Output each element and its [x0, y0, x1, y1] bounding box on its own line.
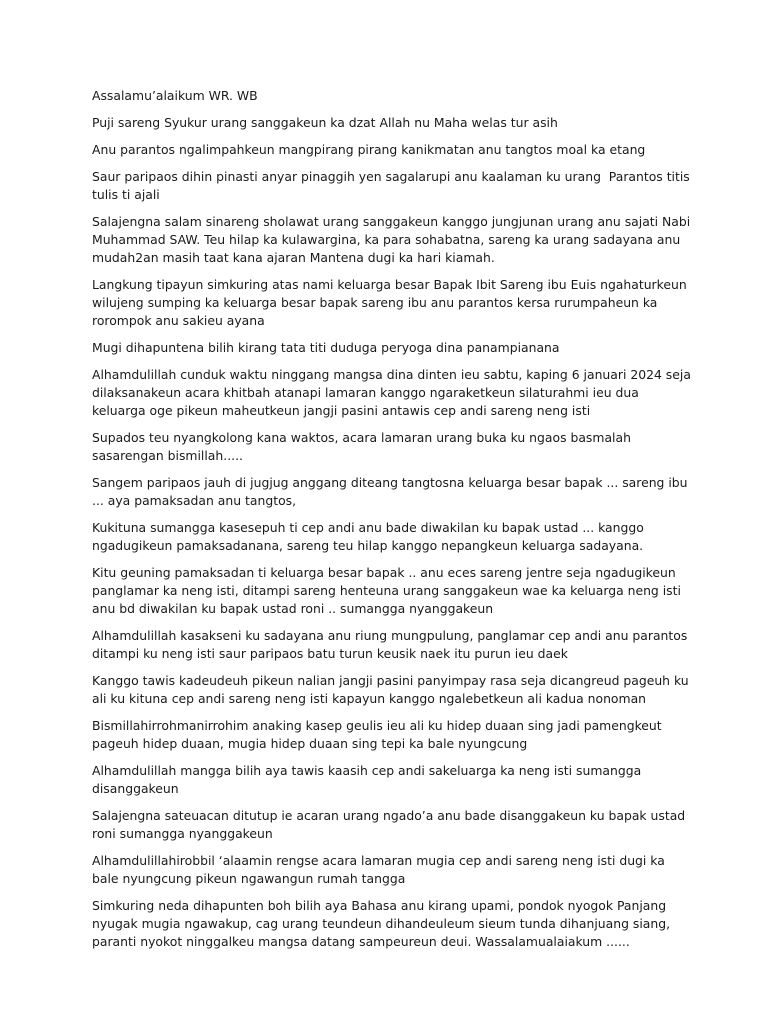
body-paragraph: Sangem paripaos jauh di jugjug anggang diteang tangtosna keluarga besar bapak ... sareng ibu ... aya pamaksadan anu tangtos, — [92, 475, 692, 508]
body-paragraph: Kukituna sumangga kasesepuh ti cep andi anu bade diwakilan ku bapak ustad ... kanggo ngadugikeun pamaksadanana, sareng teu hilap kanggo nepangkeun keluarga sadayana. — [92, 520, 648, 553]
body-paragraph: Langkung tipayun simkuring atas nami keluarga besar Bapak Ibit Sareng ibu Euis ngahaturkeun wilujeng sumping ka keluarga besar bapak sareng ibu anu parantos kersa rurumpaheun ka rorompok anu sakieu ayana — [92, 277, 691, 328]
body-paragraph: Alhamdulillah cunduk waktu ninggang mangsa dina dinten ieu sabtu, kaping 6 januari 2024 seja dilaksanakeun acara khitbah atanapi lamaran kanggo ngaraketkeun silaturahmi ieu dua keluarga oge pikeun maheutkeun jangji pasini antawis cep andi sareng neng isti — [92, 367, 695, 418]
closing-paragraph: Simkuring neda dihapunten boh bilih aya Bahasa anu kirang upami, pondok nyogok Panjang nyugak mugia ngawakup, cag urang teundeun dihandeuleum sieum tunda dihanjuang siang, paranti nyokot ninggalkeu mangsa datang sampeureun deui. Wassalamualaiakum ...... — [92, 898, 674, 949]
body-paragraph: Salajengna sateuacan ditutup ie acaran urang ngado’a anu bade disanggakeun ku bapak ustad roni sumangga nyanggakeun — [92, 808, 690, 841]
body-paragraph: Kitu geuning pamaksadan ti keluarga besar bapak .. anu eces sareng jentre seja ngadugikeun panglamar ka neng isti, ditampi sareng henteuna urang sanggakeun wae ka keluarga neng isti anu bd diwakilan ku bapak ustad roni .. sumangga nyanggakeun — [92, 565, 685, 616]
body-paragraph: Saur paripaos dihin pinasti anyar pinaggih yen sagalarupi anu kaalaman ku urang Parantos titis tulis ti ajali — [92, 169, 694, 202]
body-paragraph: Mugi dihapuntena bilih kirang tata titi duduga peryoga dina panampianana — [92, 340, 560, 355]
body-paragraph: Salajengna salam sinareng sholawat urang sanggakeun kanggo jungjunan urang anu sajati Nabi Muhammad SAW. Teu hilap ka kulawargina, ka para sohabatna, sareng ka urang sadayana anu mudah2an masih taat kana ajaran Mantena dugi ka hari kiamah. — [92, 214, 695, 265]
greeting-paragraph: Assalamu’alaikum WR. WB — [92, 88, 258, 103]
body-paragraph: Bismillahirrohmanirrohim anaking kasep geulis ieu ali ku hidep duaan sing jadi pamengkeut pageuh hidep duaan, mugia hidep duaan sing tepi ka bale nyungcung — [92, 718, 666, 751]
body-paragraph: Puji sareng Syukur urang sanggakeun ka dzat Allah nu Maha welas tur asih — [92, 115, 558, 130]
document-body — [92, 87, 695, 960]
body-paragraph: Alhamdulillah mangga bilih aya tawis kaasih cep andi sakeluarga ka neng isti sumangga disanggakeun — [92, 763, 646, 796]
body-paragraph: Alhamdulillah kasakseni ku sadayana anu riung mungpulung, panglamar cep andi anu parantos ditampi ku neng isti saur paripaos batu turun keusik naek itu purun ieu daek — [92, 628, 692, 661]
body-paragraph: Supados teu nyangkolong kana waktos, acara lamaran urang buka ku ngaos basmalah sasarengan bismillah..... — [92, 430, 635, 463]
body-paragraph: Alhamdulillahirobbil ‘alaamin rengse acara lamaran mugia cep andi sareng neng isti dugi ka bale nyungcung pikeun ngawangun rumah tangga — [92, 853, 669, 886]
body-paragraph: Kanggo tawis kadeudeuh pikeun nalian jangji pasini panyimpay rasa seja dicangreud pageuh ku ali ku kituna cep andi sareng neng isti kapayun kanggo ngalebetkeun ali kadua nonoman — [92, 673, 693, 706]
body-paragraph: Anu parantos ngalimpahkeun mangpirang pirang kanikmatan anu tangtos moal ka etang — [92, 142, 646, 157]
